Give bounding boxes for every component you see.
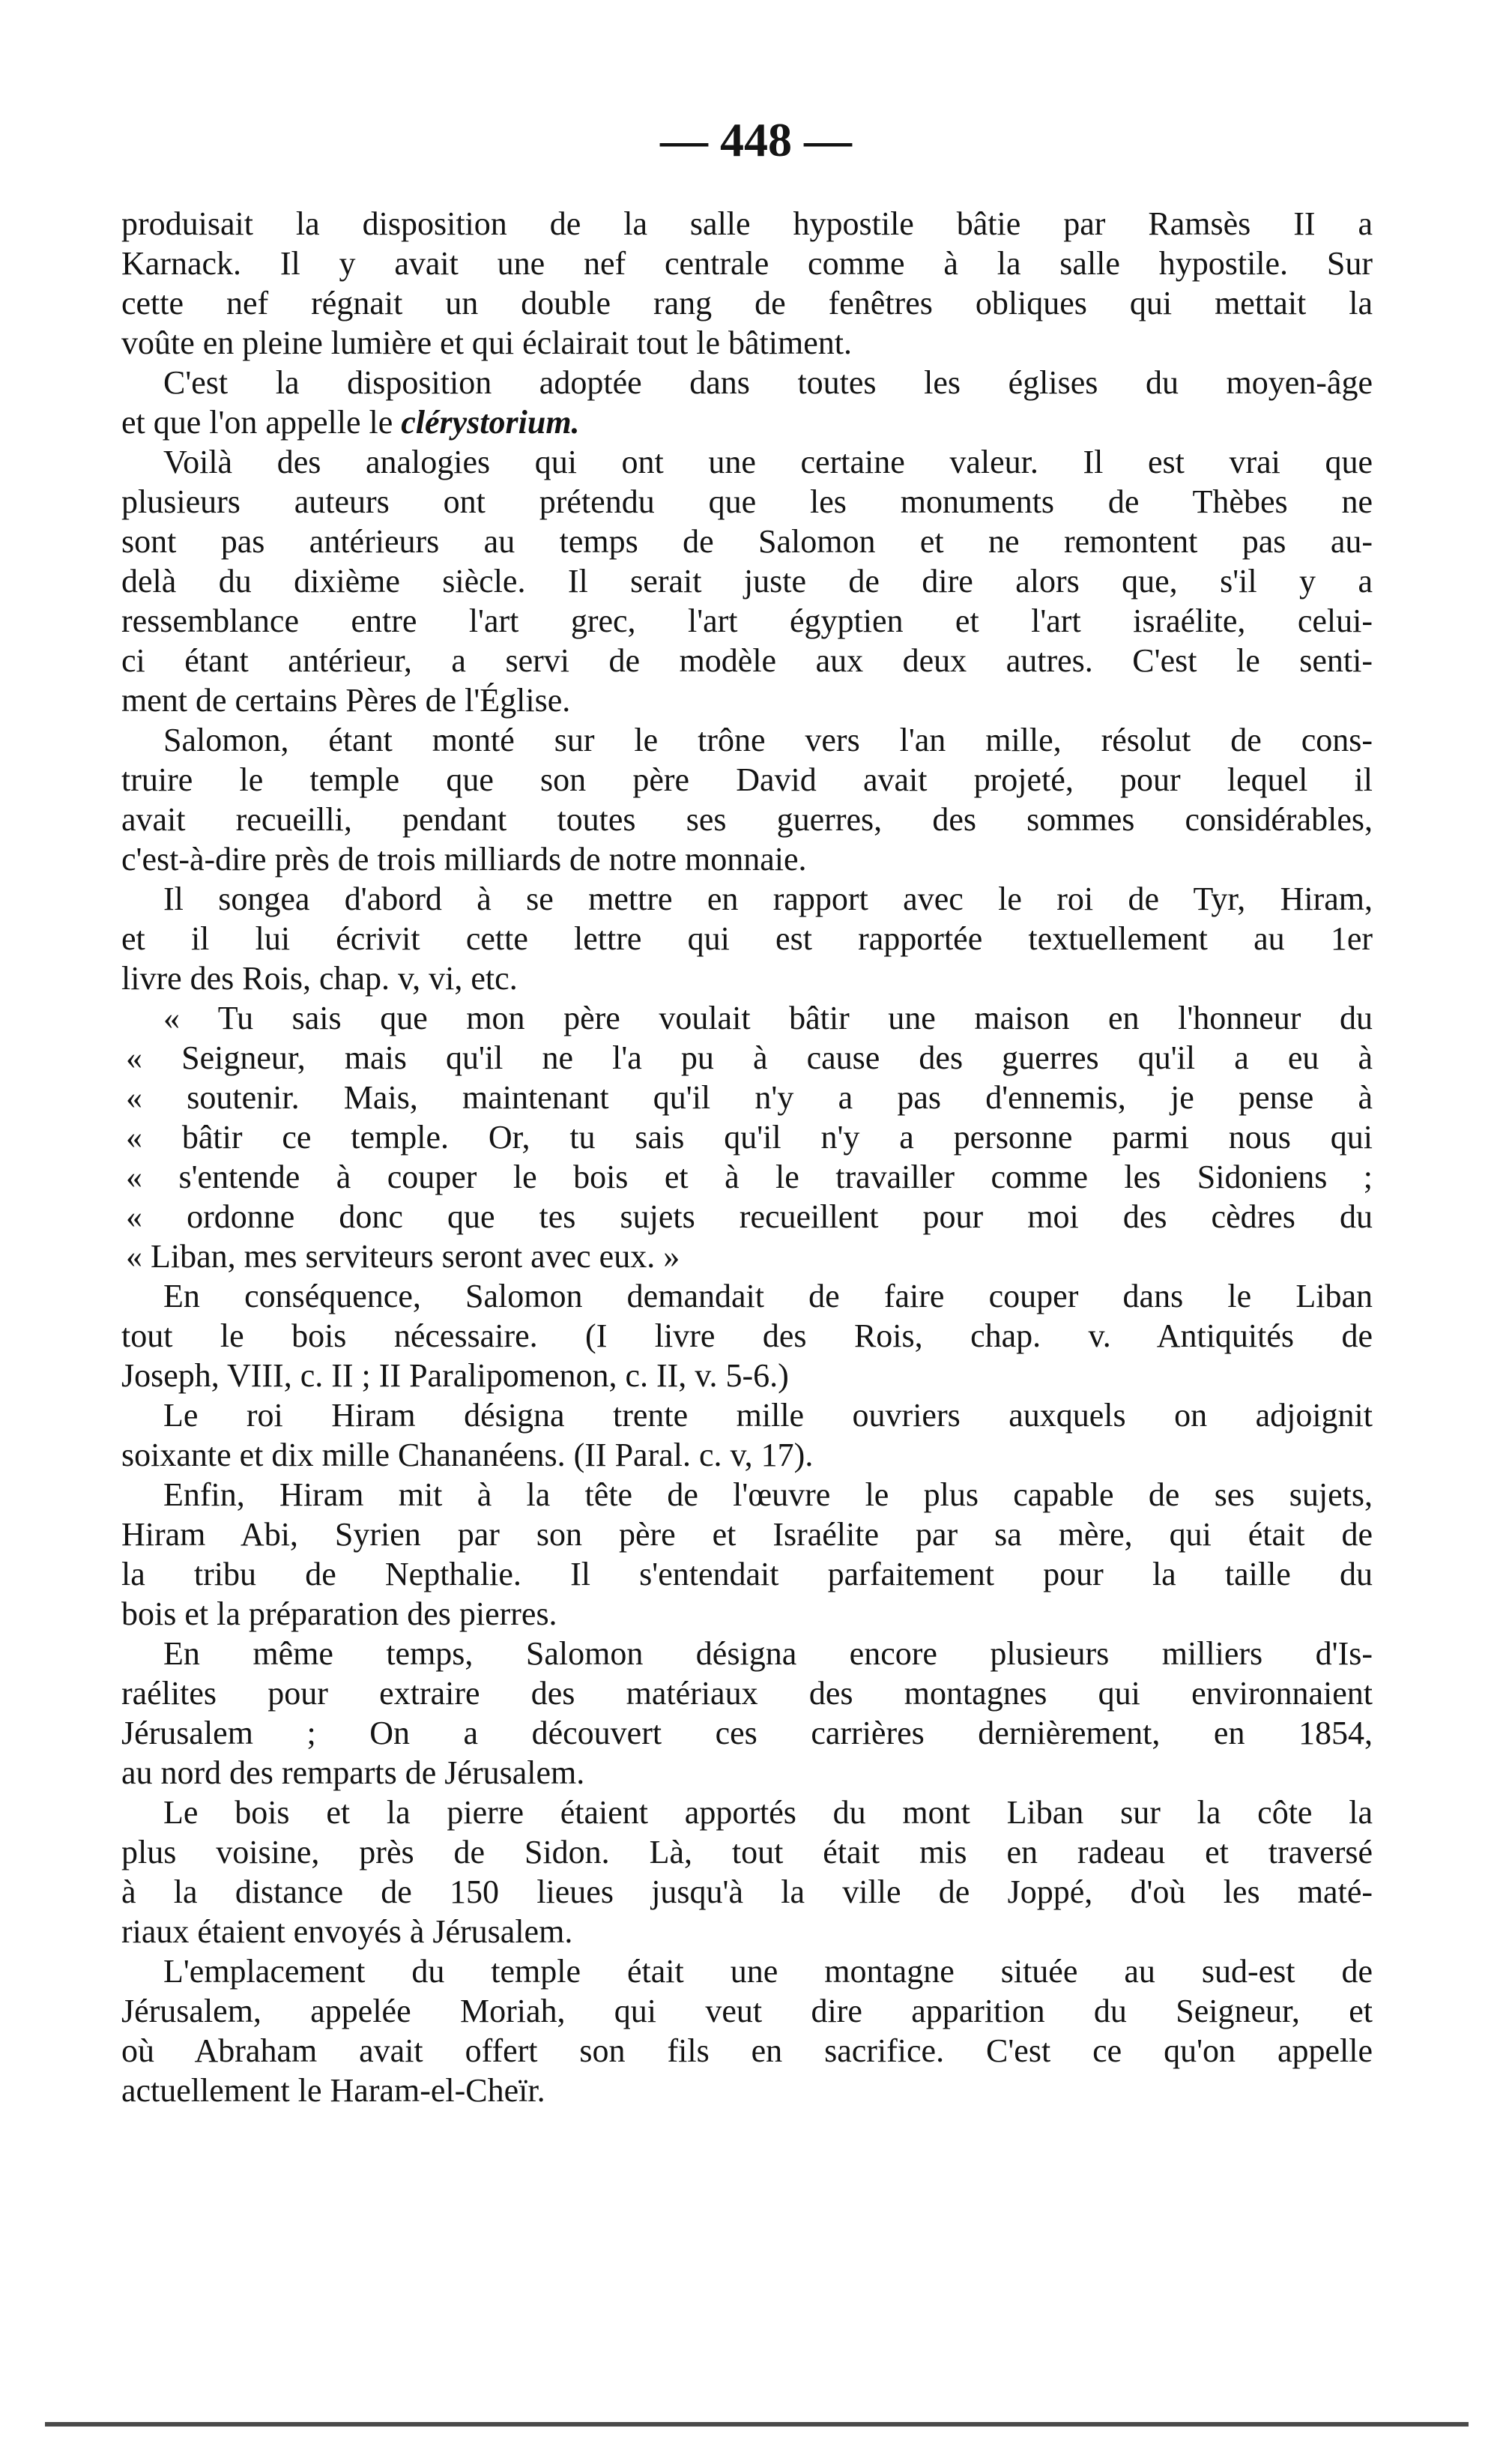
text-line: c'est-à-dire près de trois milliards de notre monnaie.: [121, 841, 807, 878]
text-line: En même temps, Salomon désigna encore plusieurs milliers d'Is-: [163, 1635, 1373, 1672]
text-line: Salomon, étant monté sur le trône vers l'an mille, résolut de cons-: [163, 722, 1373, 758]
quote-line: « ordonne donc que tes sujets recueillent pour moi des cèdres du: [126, 1198, 1373, 1235]
body-text: [121, 204, 1373, 2110]
page-bottom-rule: [45, 2422, 1469, 2427]
paragraph: [121, 1395, 1373, 1475]
quote-line: « Seigneur, mais qu'il ne l'a pu à cause des guerres qu'il a eu à: [126, 1039, 1373, 1076]
text-line: Jérusalem, appelée Moriah, qui veut dire apparition du Seigneur, et: [121, 1993, 1373, 2029]
quoted-letter: [121, 998, 1373, 1276]
text-line: et il lui écrivit cette lettre qui est rapportée textuellement au 1er: [121, 920, 1373, 957]
italic-term: clérystorium.: [401, 404, 580, 441]
text-line: L'emplacement du temple était une montagne située au sud-est de: [163, 1953, 1373, 1990]
text-line: Joseph, VIII, c. II ; II Paralipomenon, c. II, v. 5-6.): [121, 1357, 789, 1394]
text-line: Voilà des analogies qui ont une certaine valeur. Il est vrai que: [163, 444, 1373, 480]
text-line: sont pas antérieurs au temps de Salomon et ne remontent pas au-: [121, 523, 1373, 560]
paragraph: [121, 1951, 1373, 2110]
text-line: avait recueilli, pendant toutes ses guerres, des sommes considérables,: [121, 801, 1373, 838]
text-line: voûte en pleine lumière et qui éclairait tout le bâtiment.: [121, 324, 852, 361]
text-line: Il songea d'abord à se mettre en rapport avec le roi de Tyr, Hiram,: [163, 881, 1373, 917]
paragraph: [121, 720, 1373, 879]
paragraph: [121, 1793, 1373, 1951]
text-line: tout le bois nécessaire. (I livre des Rois, chap. v. Antiquités de: [121, 1317, 1373, 1354]
text-line: livre des Rois, chap. v, vi, etc.: [121, 960, 518, 997]
text-line: Enfin, Hiram mit à la tête de l'œuvre le plus capable de ses sujets,: [163, 1476, 1373, 1513]
text-line: Le bois et la pierre étaient apportés du mont Liban sur la côte la: [163, 1794, 1373, 1831]
text-line: produisait la disposition de la salle hypostile bâtie par Ramsès II a: [121, 205, 1373, 242]
text-line: plus voisine, près de Sidon. Là, tout était mis en radeau et traversé: [121, 1834, 1373, 1870]
text-line: C'est la disposition adoptée dans toutes les églises du moyen-âge: [163, 364, 1373, 401]
text-line: où Abraham avait offert son fils en sacrifice. C'est ce qu'on appelle: [121, 2032, 1373, 2069]
text-line: ressemblance entre l'art grec, l'art égyptien et l'art israélite, celui-: [121, 603, 1373, 639]
text-line: Jérusalem ; On a découvert ces carrières dernièrement, en 1854,: [121, 1715, 1373, 1751]
text-line: la tribu de Nepthalie. Il s'entendait parfaitement pour la taille du: [121, 1556, 1373, 1592]
text-line: soixante et dix mille Chananéens. (II Paral. c. v, 17).: [121, 1437, 814, 1473]
text-line: Karnack. Il y avait une nef centrale comme à la salle hypostile. Sur: [121, 245, 1373, 282]
paragraph: [121, 879, 1373, 998]
text-run: et que l'on appelle le: [121, 404, 402, 441]
text-line: ci étant antérieur, a servi de modèle aux deux autres. C'est le senti-: [121, 642, 1373, 679]
text-line: bois et la préparation des pierres.: [121, 1595, 557, 1632]
text-line: En conséquence, Salomon demandait de faire couper dans le Liban: [163, 1278, 1373, 1314]
text-line: à la distance de 150 lieues jusqu'à la ville de Joppé, d'où les maté-: [121, 1873, 1373, 1910]
paragraph: [121, 442, 1373, 720]
text-line: actuellement le Haram-el-Cheïr.: [121, 2072, 545, 2109]
text-line: delà du dixième siècle. Il serait juste de dire alors que, s'il y a: [121, 563, 1373, 600]
text-line: Le roi Hiram désigna trente mille ouvriers auxquels on adjoignit: [163, 1397, 1373, 1434]
paragraph: [121, 363, 1373, 442]
text-line: [121, 402, 1373, 442]
text-line: ment de certains Pères de l'Église.: [121, 682, 571, 719]
text-line: truire le temple que son père David avait projeté, pour lequel il: [121, 761, 1373, 798]
paragraph: [121, 204, 1373, 363]
paragraph: [121, 1276, 1373, 1395]
paragraph: [121, 1475, 1373, 1634]
text-line: raélites pour extraire des matériaux des montagnes qui environnaient: [121, 1675, 1373, 1712]
quote-line: « bâtir ce temple. Or, tu sais qu'il n'y a personne parmi nous qui: [126, 1119, 1373, 1156]
text-line: riaux étaient envoyés à Jérusalem.: [121, 1913, 573, 1950]
text-line: cette nef régnait un double rang de fenêtres obliques qui mettait la: [121, 285, 1373, 321]
quote-line: « Liban, mes serviteurs seront avec eux. »: [126, 1238, 680, 1275]
quote-line: « Tu sais que mon père voulait bâtir une maison en l'honneur du: [163, 1000, 1373, 1036]
quote-line: « soutenir. Mais, maintenant qu'il n'y a pas d'ennemis, je pense à: [126, 1079, 1373, 1116]
text-line: Hiram Abi, Syrien par son père et Israélite par sa mère, qui était de: [121, 1516, 1373, 1553]
quote-line: « s'entende à couper le bois et à le travailler comme les Sidoniens ;: [126, 1159, 1373, 1195]
page-number: — 448 —: [660, 113, 852, 166]
text-line: plusieurs auteurs ont prétendu que les monuments de Thèbes ne: [121, 483, 1373, 520]
text-line: au nord des remparts de Jérusalem.: [121, 1754, 585, 1791]
paragraph: [121, 1634, 1373, 1793]
